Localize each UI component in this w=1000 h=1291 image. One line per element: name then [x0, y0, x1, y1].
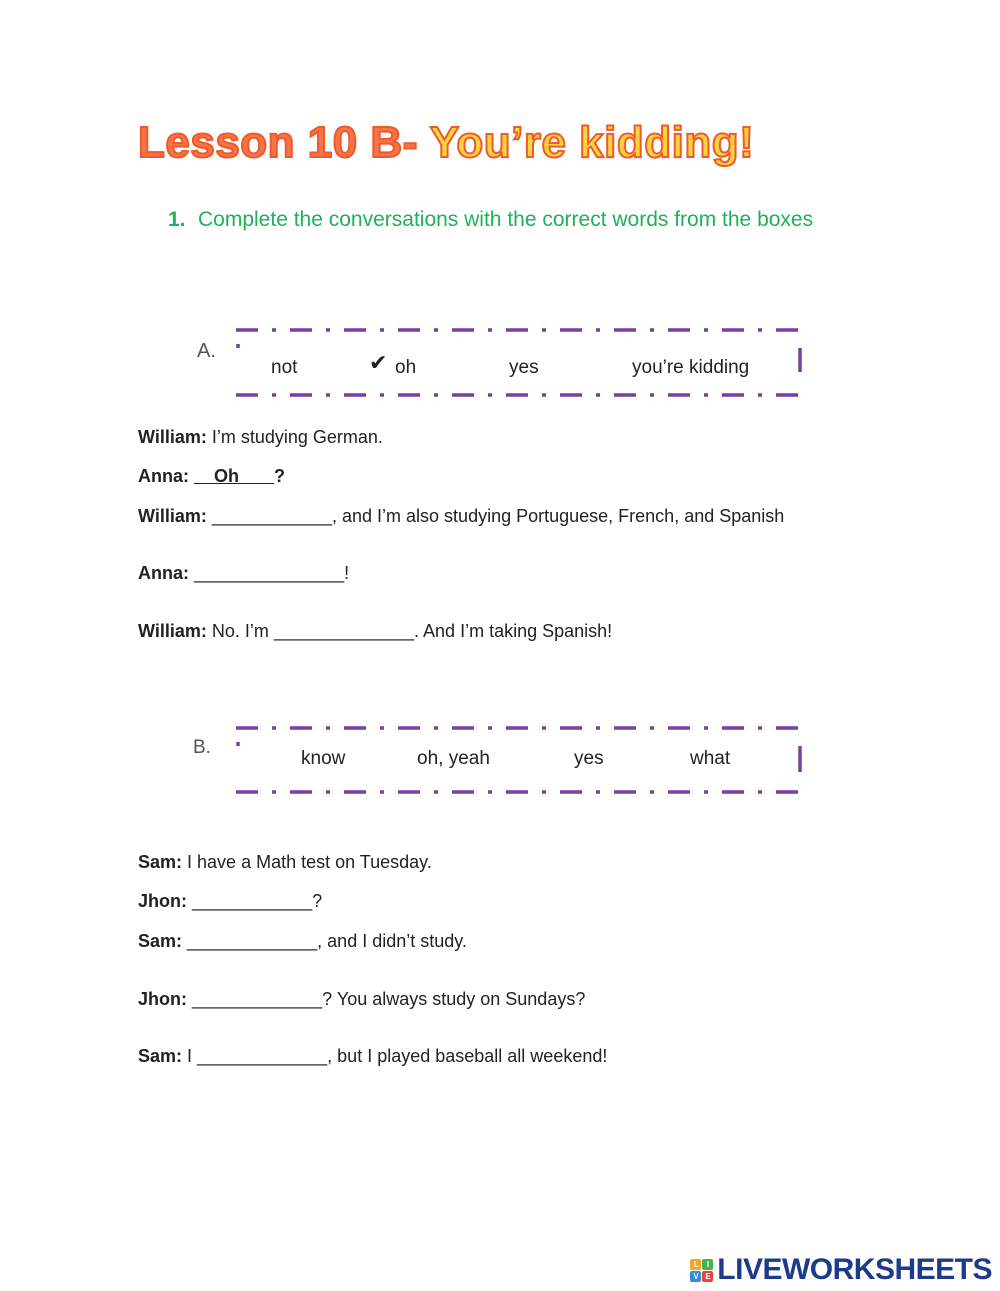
speaker: William: [138, 621, 207, 641]
box-a-letter: A. [197, 340, 216, 362]
conversation-a-line-1 [138, 427, 383, 448]
conversation-a-line-4 [138, 563, 349, 584]
box-b-word-yes: yes [574, 748, 604, 769]
conversation-b-line-4 [138, 989, 585, 1010]
line-text: _____________, and I didn’t study. [187, 931, 467, 951]
line-text: I have a Math test on Tuesday. [187, 852, 432, 872]
conversation-b-line-3 [138, 931, 467, 952]
speaker: Anna: [138, 466, 189, 486]
instruction-text: Complete the conversations with the correct words from the boxes [198, 208, 814, 231]
speaker: Jhon: [138, 989, 187, 1009]
conversation-a-line-2 [138, 466, 285, 487]
speaker: Sam: [138, 1046, 183, 1066]
line-text: I’m studying German. [211, 427, 383, 447]
title-part-lesson: Lesson 10 B- [138, 118, 430, 167]
conversation-b-line-5 [138, 1046, 607, 1067]
liveworksheets-logo[interactable] [690, 1253, 992, 1287]
logo-text: LIVEWORKSHEETS [717, 1253, 992, 1286]
speaker: William: [138, 506, 207, 526]
conversation-a-line-5 [138, 621, 612, 642]
box-b-word-know: know [301, 748, 346, 769]
line-end: ? [274, 466, 286, 486]
box-b-word-oh-yeah: oh, yeah [417, 748, 490, 769]
answer-field[interactable]: Oh [194, 466, 275, 486]
line-text: _______________! [194, 563, 350, 583]
line-text: _____________? You always study on Sundays? [192, 989, 586, 1009]
line-text: I _____________, but I played baseball all weekend! [187, 1046, 608, 1066]
line-text: ____________? [192, 891, 323, 911]
speaker: Anna: [138, 563, 189, 583]
box-b-letter: B. [193, 737, 211, 758]
box-a-word-not: not [271, 357, 298, 378]
speaker: Sam: [138, 931, 183, 951]
box-a-word-yes: yes [509, 357, 539, 378]
check-icon: ✔ [369, 350, 388, 375]
box-a-word-youre-kidding: you’re kidding [632, 357, 750, 378]
line-text: No. I’m ______________. And I’m taking Spanish! [211, 621, 613, 641]
line-text: ____________, and I’m also studying Portuguese, French, and Spanish [211, 506, 785, 526]
instruction-number: 1. [168, 208, 186, 231]
speaker: Sam: [138, 852, 183, 872]
logo-mark-icon: L I V E [690, 1259, 713, 1282]
page-title [138, 118, 754, 168]
box-a-word-oh: oh [395, 357, 417, 378]
title-part-kidding: You’re kidding! [429, 118, 755, 167]
conversation-a-line-3 [138, 506, 784, 527]
speaker: Jhon: [138, 891, 187, 911]
conversation-b-line-1 [138, 852, 432, 873]
box-b-word-what: what [690, 748, 731, 769]
speaker: William: [138, 427, 207, 447]
conversation-b-line-2 [138, 891, 322, 912]
